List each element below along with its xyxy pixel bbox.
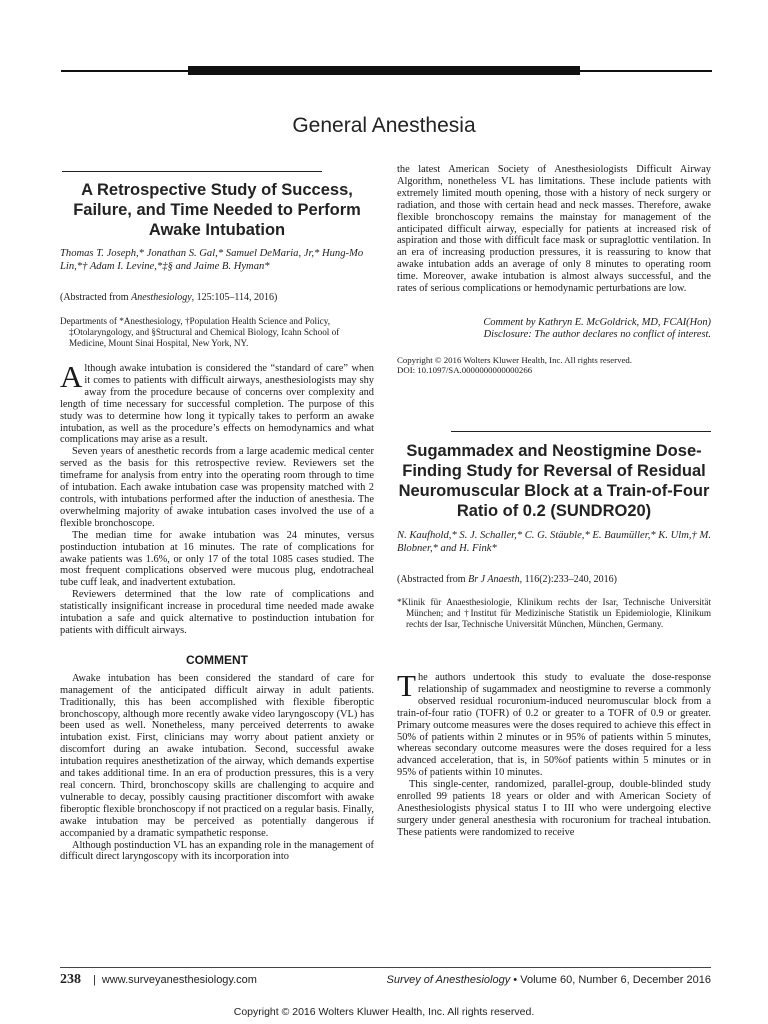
article1-abstracted: [60, 291, 374, 304]
article1-para4: Reviewers determined that the low rate of complications and statistically insignificant increase in procedural time needed made awake intubation a safe and quick alternative to postinduction intubation for patients with difficult airways.: [60, 589, 374, 636]
comment-heading: COMMENT: [186, 652, 248, 667]
article1-copyright: Copyright © 2016 Wolters Kluwer Health, Inc. All rights reserved.: [397, 354, 632, 365]
article2-para1: [397, 667, 711, 779]
right-column: [397, 164, 711, 839]
comment-disclosure: Disclosure: The author declares no conflict of interest.: [483, 328, 711, 340]
footer-bullet: •: [513, 974, 518, 986]
footer-separator: |: [93, 974, 96, 986]
article2-para1-text: he authors undertook this study to evaluate the dose-response relationship of sugammadex and neostigmine to reverse a commonly observed residual rocuronium-induced neuromuscular block from a train-of-four ratio (TOFR) of 0.2 or greater to a TOFR of 0.9 or greater. Primary outcome measures were the doses required to achieve this effect in 50% of patients within 2 minutes or in 95% of patients within 5 minutes, whereas secondary outcome measures were the doses required for a less advanced acceleration, that is, in 50%of patients within 5 minutes or in 95% of patients within 10 minutes.: [397, 671, 711, 779]
footer-right: [387, 974, 711, 986]
page-number: 238: [60, 972, 81, 987]
comment-byline: Comment by Kathryn E. McGoldrick, MD, FCAI(Hon): [483, 316, 711, 328]
article2-abstracted-prefix: (Abstracted from: [397, 573, 469, 585]
article1-authors: Thomas T. Joseph,* Jonathan S. Gal,* Samuel DeMaria, Jr,* Hung-Mo Lin,*† Adam I. Levine,*‡§ and Jaime B. Hyman*: [60, 248, 364, 272]
comment-continued: [397, 164, 711, 295]
article1-para3: The median time for awake intubation was 24 minutes, versus postinduction intubation at 16 minutes. The rate of complications for awake patients was 1.6%, or only 17 of the total 1085 cases studied. The most frequent complications observed were mucous plug, endotracheal tube cuff leak, and inadvertent extubation.: [60, 529, 374, 589]
article2-abstracted-suffix: , 116(2):233–240, 2016): [519, 573, 617, 585]
website-link[interactable]: www.surveyanesthesiology.com: [101, 974, 257, 986]
article1-abstracted-prefix: (Abstracted from: [60, 292, 132, 303]
article2-body: [397, 667, 711, 839]
article2-para2: This single-center, randomized, parallel-group, double-blinded study enrolled 99 patients 18 years or older and with American Society of Anesthesiologists physical status I to III who were undergoing elective surgery under general anesthesia with rocuronium for tracheal intubation. These patients were randomized to receive: [397, 779, 711, 838]
comment-para2-continued: the latest American Society of Anesthesiologists Difficult Airway Algorithm, nonetheless VL has limitations. These include patients with extremely limited mouth opening, those with a history of neck surgery or radiation, and those with certain head and neck masses. Therefore, awake flexible bronchoscopy remains the mainstay for management of the anticipated difficult airway, especially for patients at increased risk of aspiration and those with difficult face mask or supraglottic ventilation. In an era of increasing production pressures, it is reassuring to know that awake intubation adds an average of only 8 minutes to operating room time. Moreover, awake intubation is almost always successful, and the rates of serious complications or hemodynamic perturbations are low.: [397, 164, 711, 295]
header-rule: [61, 70, 712, 72]
article2-title-rule: [451, 431, 711, 432]
comment-body: [60, 673, 374, 864]
article1-title-rule: [62, 171, 322, 172]
article2-abstracted: [397, 573, 711, 586]
article1-affiliations: Departments of *Anesthesiology, †Population Health Science and Policy, ‡Otolaryngology, and §Structural and Chemical Biology, Icahn School of Medicine, Mount Sinai Hospital, New York, NY.: [60, 316, 340, 348]
article1-body: [60, 359, 374, 637]
article2-title: Sugammadex and Neostigmine Dose-Finding Study for Reversal of Residual Neuromuscular Block at a Train-of-Four Ratio of 0.2 (SUNDRO20): [398, 441, 710, 520]
comment-para2: Although postinduction VL has an expanding role in the management of difficult direct laryngoscopy with its incorporation into: [60, 839, 374, 863]
journal-name: Survey of Anesthesiology: [386, 974, 511, 986]
article2-affiliations: *Klinik für Anaesthesiologie, Klinikum rechts der Isar, Technische Universität München; and †Institut für Medizinische Statistik un Epidemiologie, Klinikum rechts der Isar, Technische Universität München, München, Germany.: [397, 596, 711, 629]
section-title: General Anesthesia: [292, 114, 476, 137]
article1-title: A Retrospective Study of Success, Failure, and Time Needed to Perform Awake Intubation: [73, 181, 361, 239]
article1-dropcap: A: [60, 359, 83, 394]
left-column: [60, 171, 374, 863]
article1-doi: DOI: 10.1097/SA.0000000000000266: [397, 365, 533, 376]
footer-rule: [60, 967, 711, 968]
article1-abstracted-journal: Anesthesiology: [131, 292, 192, 303]
article1-abstracted-suffix: , 125:105–114, 2016): [191, 292, 278, 303]
footer-left: [60, 972, 257, 988]
bottom-copyright: Copyright © 2016 Wolters Kluwer Health, Inc. All rights reserved.: [233, 1006, 535, 1018]
article1-para1-text: lthough awake intubation is considered the “standard of care” when it comes to patients with difficult airways, anesthesiologists may shy away from the procedure because of concerns over complexity and length of time necessary for successful completion. The purpose of this study was to determine how long it typically takes to perform an awake intubation, as well as the procedure’s effects on hemodynamics and what complications may arise as a result.: [60, 363, 374, 446]
article2-dropcap: T: [397, 667, 416, 703]
comment-para1: Awake intubation has been considered the standard of care for management of the anticipated difficult airway in adult patients. Traditionally, this has been accomplished with flexible fiberoptic bronchoscopy, although more recently awake video laryngoscopy (VL) has been used as well. Nonetheless, many perceived deterrents to awake intubation exist. First, clinicians may worry about patient anxiety or discomfort during an awake intubation. Second, successful awake intubation requires anesthetization of the airway, which demands expertise and takes additional time. In an era of production pressures, this is a very real concern. Third, bronchoscopy skills are challenging to acquire and vulnerable to decay, possibly causing practitioner discomfort with awake fiberoptic flexible bronchoscopy if not practiced on a regular basis. Finally, awake intubation may be perceived as potentially dangerous if accompanied by a dramatic sympathetic response.: [60, 672, 374, 839]
article1-para2: Seven years of anesthetic records from a large academic medical center served as the basis for this retrospective review. Reviewers set the timeframe for analysis from entry into the operating room through to time of intubation. Each awake intubation case was propensity matched with 2 controls, with intubations performed after the induction of anesthesia. The overwhelming majority of awake intubation cases involved the use of a flexible bronchoscope.: [60, 446, 374, 529]
article2-authors: N. Kaufhold,* S. J. Schaller,* C. G. Stäuble,* E. Baumüller,* K. Ulm,† M. Blobner,* and H. Fink*: [397, 529, 711, 554]
volume-info: Volume 60, Number 6, December 2016: [520, 974, 711, 986]
article1-para1: [60, 359, 374, 446]
article2-abstracted-journal: Br J Anaesth: [468, 573, 520, 585]
